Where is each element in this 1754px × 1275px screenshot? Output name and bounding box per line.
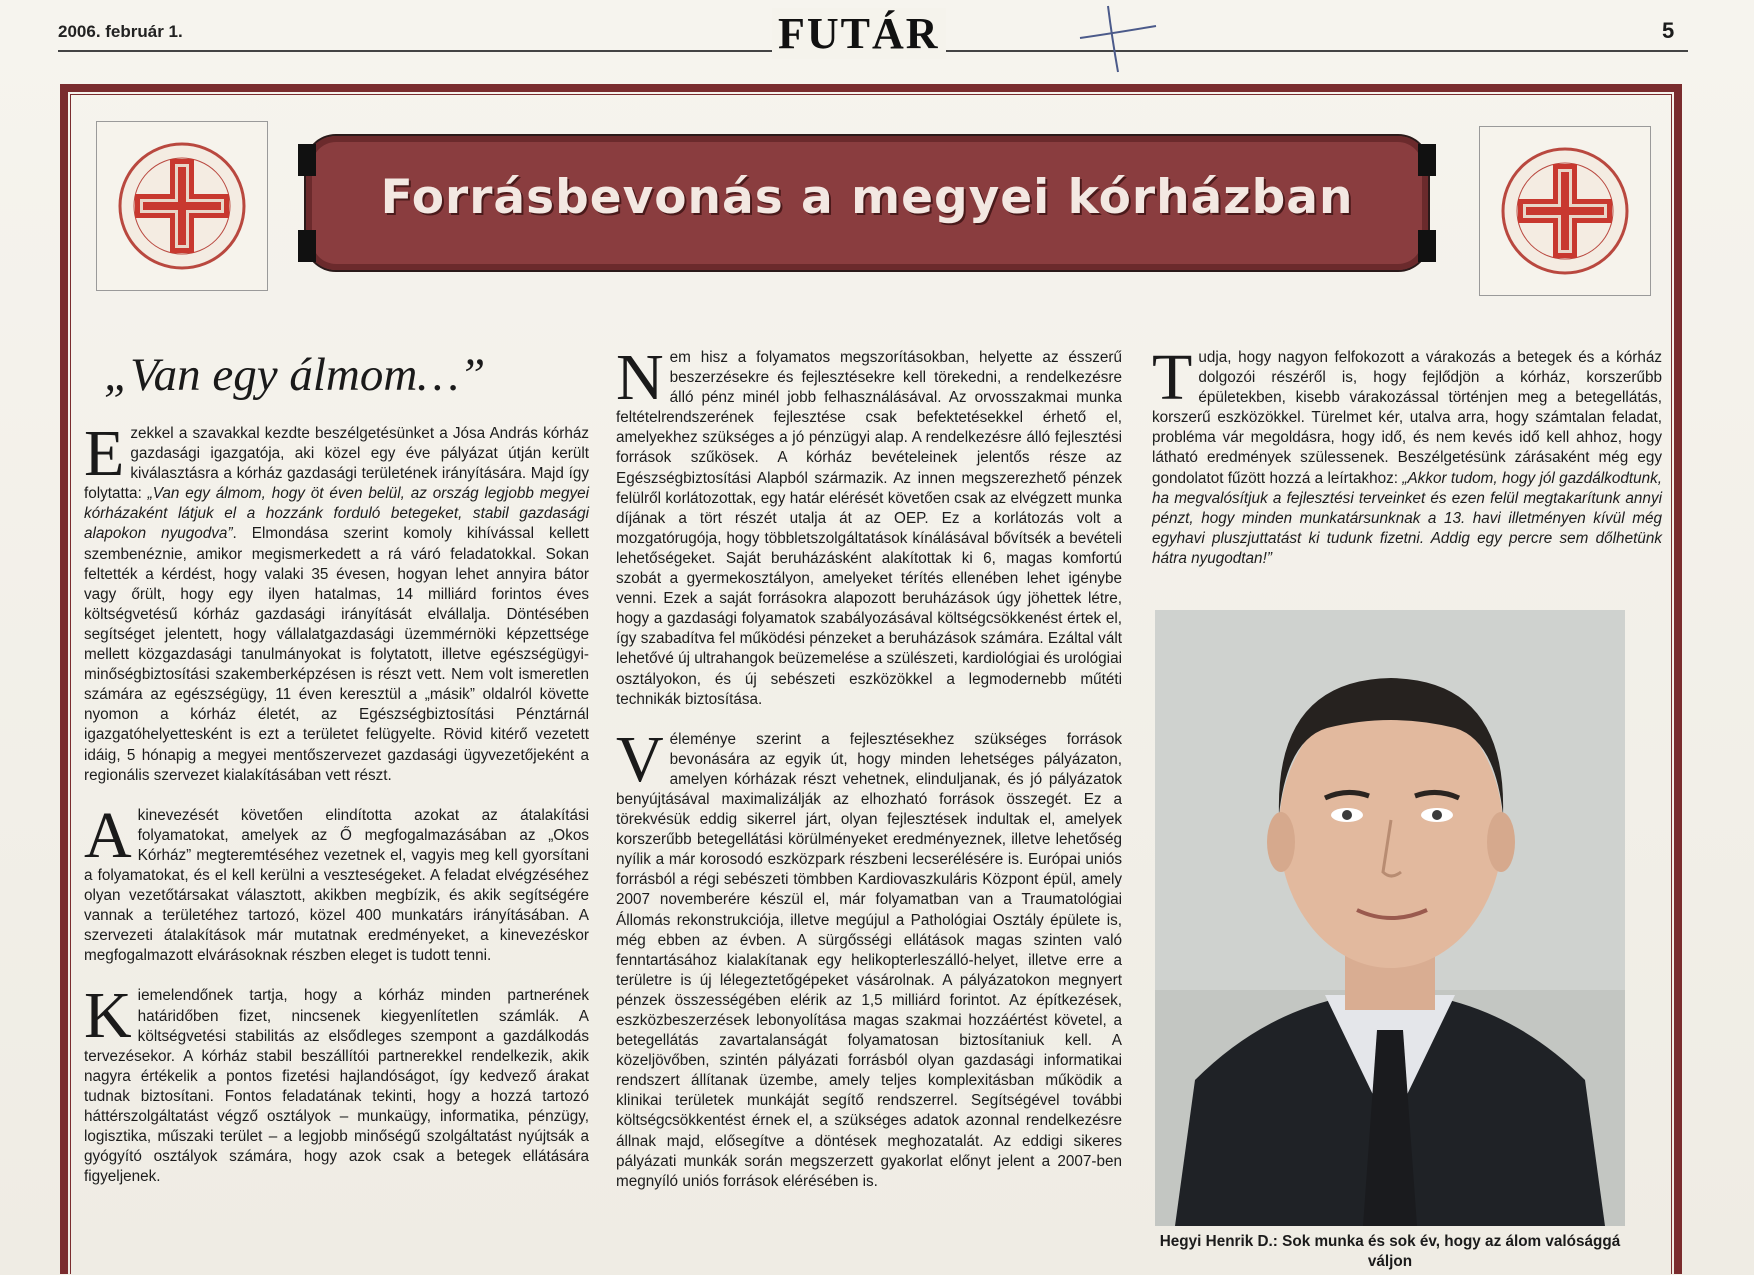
paragraph-text: iemelendőnek tartja, hogy a kórház minden partnerének határidőben fizet, nincsenek kiegyenlítetlen számlák. A költségvetési stabilitás az elsődleges szempont a gazdálkodás tervezésekor. A kórház stabil beszállítói partnerekkel rendelkezik, akik nagyra értékelik a pontos fizetési hajlandóságot, így kedvező árakat tudnak biztosítani. Fontos feladatának tekinti, hogy a hozzá tartozó háttérszolgáltatást végző osztályok – munkaügy, informatika, pénzügy, logisztika, műszaki terület – a legjobb minőségű szolgáltatást nyújtsák a gyógyító osztályok számára, hogy azok csak a betegek ellátására figyeljenek. [84,987,589,1186]
paragraph [84,798,589,967]
quote-text: „Akkor tudom, hogy jól gazdálkodtunk, ha megvalósítjuk a fejlesztési terveinket és ezen felül megtakarítunk annyi pénzt, hogy minden munkatársunknak a 13. havi illetményen kívül még egyhavi pluszjuttatást ki tudunk fizetni. Addig egy percre sem dőlhetünk hátra nyugodtan!” [1152,469,1662,567]
photo-caption: Hegyi Henrik D.: Sok munka és sok év, hogy az álom valósággá váljon [1159,1233,1621,1270]
dropcap: A [84,798,132,872]
article-headline: „Van egy álmom…” [104,349,486,401]
text-column-1 [84,417,590,1207]
banner-corner [1418,230,1436,262]
quote-text: „Van egy álmom, hogy öt éven belül, az ország legjobb megyei kórházaként látjuk el a hozzánk forduló betegeket, stabil gazdasági alapokon nyugodva” [84,485,590,543]
paragraph-text: . Elmondása szerint komoly kihívással kellett szembenéznie, amikor megismerkedett a rá váró feladatokkal. Sokan feltették a kérdést, hogy valaki 35 évesen, hogyan lehet annyira bátor vagy őrült, hogy egy ilyen hatalmas, 14 milliárd forintos éves költségvetésű kórház gazdasági irányítását elvállalja. Döntésében segítséget jelentett, hogy vállalatgazdasági üzemmérnöki képzettsége mellett közgazdasági tanulmányokat is folytatott, illetve egészségügyi-minőségbiztosítási szakemberképzésen is részt vett. Nem volt ismeretlen számára az egészségügy, 11 éven keresztül a „másik” oldalról követte nyomon a kórház életét, az Egészségbiztosítási Pénztárnál igazgatóhelyettesként is ezt a területet felügyelte. Rövid kitérő vezetett idáig, 5 hónapig a megyei mentőszervezet gazdasági ügyvezetőjeként a regionális szervezet kialakításában vett részt. [84,525,589,784]
paragraph-text: kinevezését követően elindította azokat az átalakítási folyamatokat, amelyek az Ő megfogalmazásában az „Okos Kórház” megteremtéséhez vezetnek el, vagyis meg kell gyorsítani a folyamatokat, és el kell kerülni a veszteségeket. A feladat elvégzéséhez olyan vezetőtársakat választott, akikben megbízik, és akik segítségére vannak a területéhez tartozó, közel 400 munkatárs irányításában. A szervezeti átalakítások már mutatnak eredményeket, a kinevezéskor megfogalmazott elvárásoknak részben eleget is tudott tenni. [84,806,589,965]
paragraph [84,417,590,786]
paragraph-text: em hisz a folyamatos megszorításokban, helyette az ésszerű beszerzésekre és fejlesztésekre kell törekedni, a rendelkezésre álló pénz minél jobb felhasználásával. Az orvosszakmai munka feltételrendszerének fejlesztése csak befektetésekkel érhető el, amelyekhez szükséges a jó pénzügyi alap. A rendelkezésre álló fejlesztési források szűkösek. A kórház bevételeinek jelentős része az Egészségbiztosítási Alapból származik. Az innen megszerezhető pénzek felülről korlátozottak, egy határ elérését követően csak az elvégzett munka díjának a tört részét utalja át az OEP. Ez a korlátozás volt a mozgatórugója, hogy többletszolgáltatások kínálásával bővítsék a bevételi lehetőségeket. Saját beruházásként alakítottak ki 6, magas komfortú szobát a gyermekosztályon, amelyeket térítés ellenében lehet igénybe venni. Ezek a saját forrásokra alapozott beruházások úgy jöhettek létre, hogy a gazdasági folyamatok szabályozásával költségcsökkenést értek el, így szabadítva fel működési pénzeket a beruházások számára. Ezáltal vált lehetővé új ultrahangok beüzemelése a szülészeti, kardiológiai és urológiai osztályokon, és új sebészeti eszközökkel a legmodernebb műtéti technikák biztosítása. [616,349,1122,708]
title-banner [306,136,1428,270]
portrait-photo [1155,610,1625,1226]
hospital-logo-left [96,121,268,291]
banner-corner [298,230,316,262]
handwritten-mark [1078,4,1158,74]
paragraph [84,979,589,1187]
dropcap: N [616,341,664,414]
paragraph [1152,341,1662,569]
hospital-cross-emblem-icon [107,131,257,281]
paragraph-text: éleménye szerint a fejlesztésekhez szükséges források bevonására az egyik út, hogy minden lehetséges pályázaton, amelyen kórházak részt vehetnek, elinduljanak, és jó pályázatok benyújtásával maximalizálják az elhozható források összegét. Ez a törekvésük eddig sikerrel járt, olyan fejlesztések indultak el, amelyek korszerűbb betegellátási körülményeket eredményeznek, illetve lehetőség nyílik a már korosodó eszközpark részbeni lecserélésére is. Európai uniós forrásból a régi sebészeti tömbben Kardiovaszkuláris Központ épül, amely 2007 novemberére készül el, már folyamatban van a Traumatológiai Állomás rekonstrukciója, illetve megújul a Pathológiai Osztály épülete is, még ebben az évben. A sürgősségi ellátások magas szinten való fenntartásához kialakítanak egy helikopterleszálló-helyet, illetve erre a területre is új lélegeztetőgépeket vásárolnak. A pályázatokon megnyert pénzek összességében elérik az 1,5 milliárd forintot. Az építkezések, eszközbeszerzések lebonyolítása magas szakmai hozzáértést követel, a betegellátás zavartalanságát folyamatosan biztosítaniuk kell. A közeljövőben, szintén pályázati forrásból olyan gazdasági informatikai rendszert állítanak üzembe, amely teljes komplexitásban működik a klinikai területek munkáját segítő rendszerrel. Segítségével további költségcsökkentést érnek el, a szükséges adatok azonnal rendelkezésre állnak majd, elősegítve a döntések meghozatalát. Az eddigi sikeres pályázati munkák során megszerzett gyakorlat előnyt jelent a 2007-ben megnyíló uniós források elérésében is. [616,730,1122,1190]
paragraph [616,341,1122,710]
article-title: Forrásbevonás a megyei kórházban [380,170,1354,225]
dropcap: E [84,417,125,490]
dropcap: T [1152,341,1193,414]
dropcap: V [616,722,664,796]
paragraph-text: udja, hogy nagyon felfokozott a várakozás a betegek és a kórház dolgozói részéről is, hogy fejlődjön a kórház, korszerűbb épületekben, kisebb várakozással történjen meg a betegellátás, korszerű eszközökkel. Türelmet kér, utalva arra, hogy számtalan feladat, probléma vár megoldásra, hogy idő, és nem kevés idő kell ahhoz, hogy látható eredmények szülessenek. Beszélgetésünk zárásaként még egy gondolatot fűzött hozzá a leírtakhoz: [1152,349,1662,487]
hospital-logo-right [1479,126,1651,296]
paragraph [616,722,1122,1192]
hospital-cross-emblem-icon [1490,136,1640,286]
portrait-illustration [1155,610,1625,1226]
issue-date: 2006. február 1. [58,22,183,41]
page-number: 5 [1662,18,1675,43]
text-column-3 [1152,341,1662,589]
paragraph-text: zekkel a szavakkal kezdte beszélgetésünket a Jósa András kórház gazdasági igazgatója, aki közel egy éve pályázat útján került kiválasztásra a kórház gazdasági területének irányítására. Majd így folytatta: [84,425,589,503]
text-column-2 [616,341,1122,1212]
dropcap: K [84,979,132,1053]
masthead: FUTÁR [772,8,946,59]
